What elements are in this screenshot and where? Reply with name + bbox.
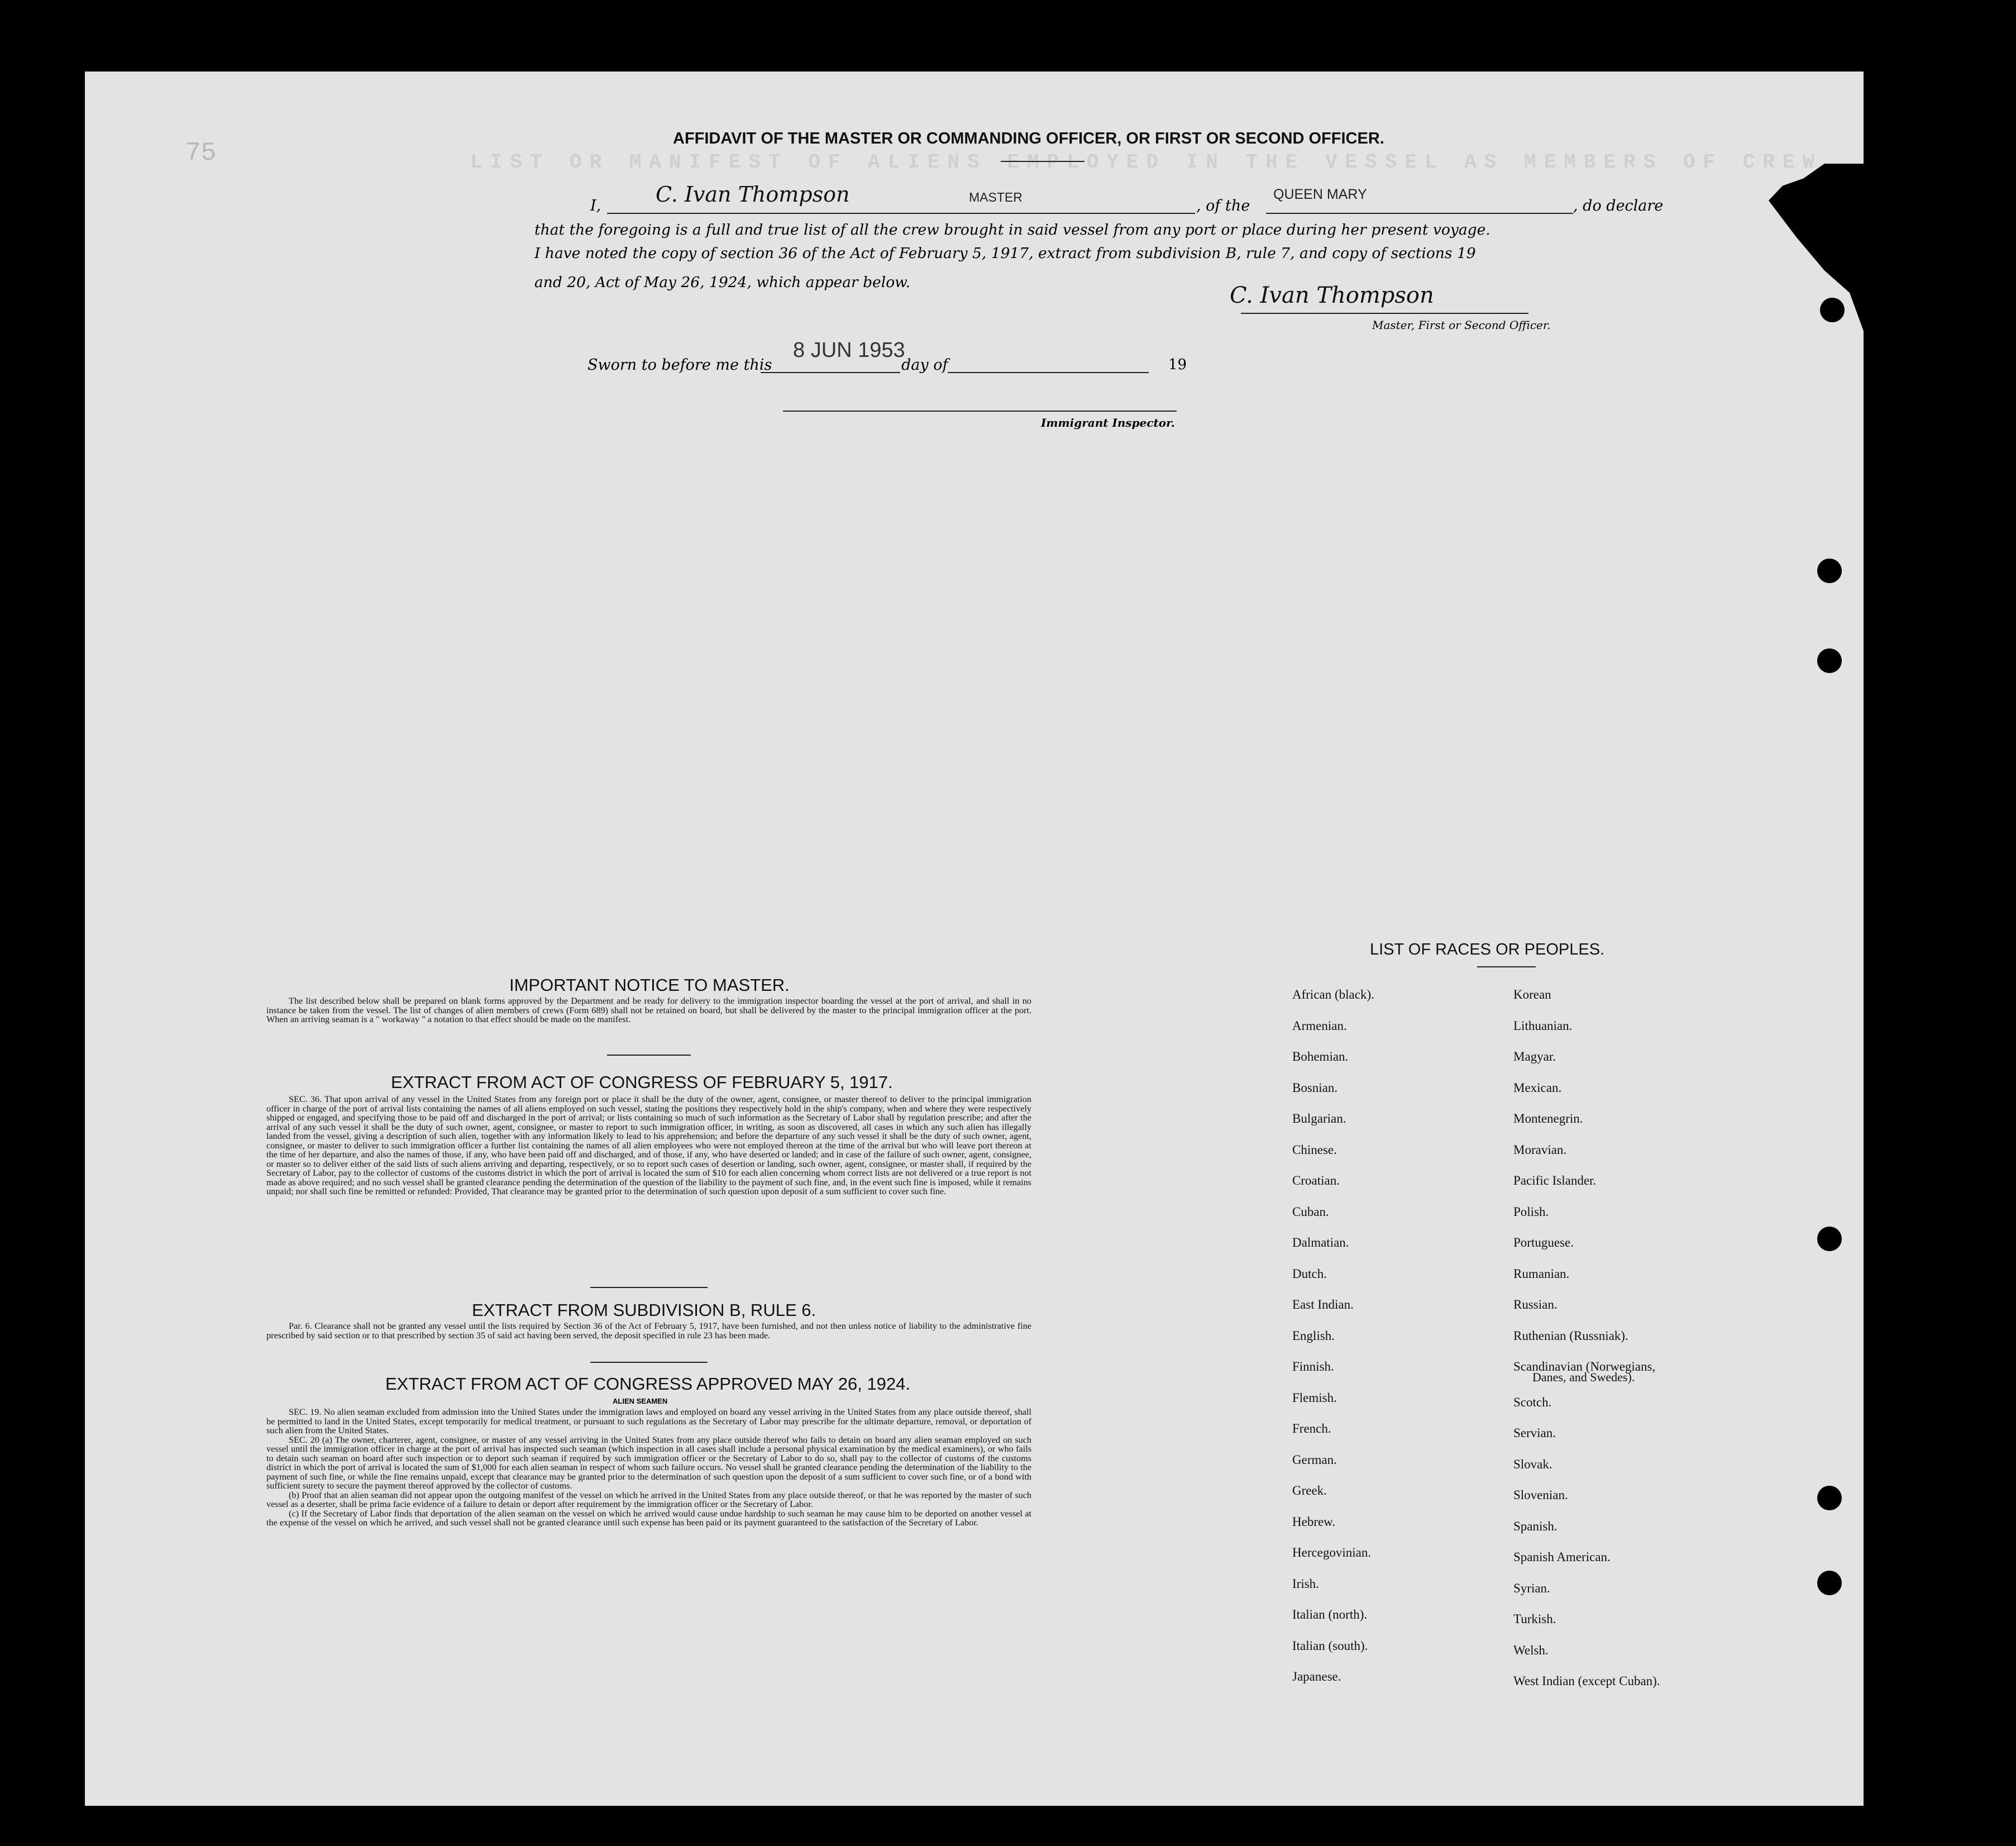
- section-19: SEC. 19. No alien seaman excluded from admission into the United States under the immigration laws and employed on board any vessel arriving in the United States from any place outside thereof, shall be permitted to land in the United States, except temporarily for medical treatment, or pursuant to such regulations as the Secretary of Labor may prescribe for the ultimate departure, removal, or deportation of such alien from the United States.: [266, 1407, 1031, 1435]
- affidavit-line-2: that the foregoing is a full and true list of all the crew brought in said vessel from any port or place during her present voyage.: [534, 221, 1490, 238]
- race-right-item: Polish.: [1513, 1204, 1549, 1219]
- officer-signature: C. Ivan Thompson: [1230, 283, 1434, 308]
- vessel-field: QUEEN MARY: [1273, 187, 1367, 202]
- rule-6-text: Par. 6. Clearance shall not be granted any vessel until the lists required by Section 36 of the Act of February 5, 1917, have been furnished, and not then unless notice of liability to the administrative fine prescribed by said section or to that prescribed by section 35 of said act having been served, the deposit specified in rule 23 has been made.: [266, 1321, 1031, 1341]
- race-right-item: Scotch.: [1513, 1395, 1552, 1409]
- vessel-line: [1266, 213, 1573, 214]
- race-left-item: Bohemian.: [1292, 1050, 1349, 1063]
- race-left-item: German.: [1292, 1452, 1337, 1467]
- race-right-item: Spanish American.: [1513, 1550, 1611, 1564]
- race-right-item: Pacific Islander.: [1513, 1174, 1597, 1187]
- race-right-item: Rumanian.: [1513, 1266, 1570, 1281]
- alien-seamen-subheading: ALIEN SEAMEN: [613, 1397, 668, 1405]
- extract-1924-heading: EXTRACT FROM ACT OF CONGRESS APPROVED MAY 26, 1924.: [385, 1374, 911, 1394]
- name-line: [607, 213, 1195, 214]
- affidavit-line-4: and 20, Act of May 26, 1924, which appear below.: [534, 274, 911, 291]
- rule-6-heading: EXTRACT FROM SUBDIVISION B, RULE 6.: [472, 1300, 816, 1320]
- race-left-item: English.: [1292, 1328, 1335, 1343]
- affidavit-line-3: I have noted the copy of section 36 of the Act of February 5, 1917, extract from subdivision B, rule 7, and copy of sections 19: [534, 245, 1476, 262]
- section-divider: [590, 1287, 708, 1288]
- document-sheet: [85, 71, 1864, 1806]
- section-20b: (b) Proof that an alien seaman did not appear upon the outgoing manifest of the vessel on which he arrived in the United States from any place outside thereof, or that he was reported by the master of such vessel as a deserter, shall be prima facie evidence of a failure to detain or deport after requirement by the immigration officer or the Secretary of Labor.: [266, 1490, 1031, 1509]
- race-left-item: Armenian.: [1292, 1018, 1347, 1033]
- affidavit-heading: AFFIDAVIT OF THE MASTER OR COMMANDING OFFICER, OR FIRST OR SECOND OFFICER.: [673, 130, 1384, 147]
- race-left-item: Croatian.: [1292, 1174, 1340, 1187]
- extract-1924-text: [266, 1408, 1031, 1528]
- officer-caption: Master, First or Second Officer.: [1372, 318, 1551, 332]
- affidavit-i: I,: [590, 197, 601, 214]
- race-right-item: Welsh.: [1513, 1643, 1549, 1657]
- punch-hole: [1817, 559, 1842, 583]
- race-left-item: East Indian.: [1292, 1298, 1354, 1311]
- race-right-item: Korean: [1513, 988, 1551, 1001]
- officer-signature-line: [1241, 313, 1528, 314]
- race-right-item: Spanish.: [1513, 1519, 1558, 1533]
- race-right-item: Servian.: [1513, 1426, 1556, 1440]
- section-20c: (c) If the Secretary of Labor finds that deportation of the alien seaman on the vessel on which he arrived would cause undue hardship to such seaman he may cause him to be deported on another vessel at the expense of the vessel on which he arrived, and such vessel shall not be granted clearance until such expense has been paid or its payment guaranteed to the satisfaction of the Secretary of Labor.: [266, 1508, 1031, 1528]
- sworn-label: Sworn to before me this: [587, 356, 772, 374]
- race-right-item: Lithuanian.: [1513, 1018, 1573, 1033]
- torn-corner: [1741, 164, 1864, 348]
- date-stamp: 8 JUN 1953: [793, 338, 905, 362]
- race-left-item: Dutch.: [1292, 1266, 1327, 1281]
- race-left-item: Dalmatian.: [1292, 1236, 1349, 1249]
- race-left-item: Hebrew.: [1292, 1514, 1336, 1529]
- punch-hole: [1817, 1486, 1842, 1510]
- race-right-item: Montenegrin.: [1513, 1112, 1583, 1125]
- race-left-item: French.: [1292, 1422, 1331, 1435]
- affidavit-do-declare: , do declare: [1573, 197, 1664, 214]
- race-left-item: African (black).: [1292, 988, 1374, 1001]
- race-left-item: Italian (north).: [1292, 1608, 1368, 1621]
- race-left-item: Japanese.: [1292, 1669, 1341, 1683]
- race-right-item: Magyar.: [1513, 1050, 1556, 1063]
- race-scandinavian-continued: Danes, and Swedes).: [1532, 1370, 1635, 1384]
- race-right-item: West Indian (except Cuban).: [1513, 1674, 1660, 1688]
- day-of-label: day of: [901, 356, 948, 374]
- heading-divider: [1001, 161, 1085, 162]
- bleed-through-heading: LIST OR MANIFEST OF ALIENS EMPLOYED IN THE VESSEL AS MEMBERS OF CREW: [470, 151, 1823, 174]
- inspector-signature-line: [783, 411, 1177, 412]
- race-left-item: Chinese.: [1292, 1142, 1337, 1157]
- punch-hole: [1817, 648, 1842, 673]
- master-signature: C. Ivan Thompson: [656, 182, 850, 207]
- race-left-item: Hercegovinian.: [1292, 1546, 1372, 1559]
- races-heading: LIST OF RACES OR PEOPLES.: [1370, 941, 1605, 958]
- race-right-item: Moravian.: [1513, 1142, 1567, 1157]
- race-left-item: Flemish.: [1292, 1390, 1337, 1405]
- year-prefix: 19: [1168, 356, 1187, 373]
- race-right-item: Portuguese.: [1513, 1236, 1574, 1249]
- race-right-item: Slovenian.: [1513, 1488, 1568, 1502]
- month-line: [948, 372, 1149, 373]
- race-left-item: Bulgarian.: [1292, 1112, 1346, 1125]
- race-left-item: Cuban.: [1292, 1204, 1329, 1219]
- race-right-item: Ruthenian (Russniak).: [1513, 1328, 1628, 1343]
- race-left-item: Italian (south).: [1292, 1638, 1368, 1653]
- section-divider: [590, 1362, 708, 1363]
- race-right-item: Mexican.: [1513, 1080, 1562, 1095]
- punch-hole: [1817, 1571, 1842, 1595]
- affidavit-of-the: , of the: [1196, 197, 1250, 214]
- races-divider: [1477, 966, 1536, 967]
- race-right-item: Syrian.: [1513, 1581, 1550, 1595]
- extract-1917-text: SEC. 36. That upon arrival of any vessel in the United States from any foreign port or place it shall be the duty of the owner, agent, consignee, or master thereof to deliver to the principal immigration officer in charge of the port of arrival lists containing the names of all aliens employed on such vessel, stating the positions they respectively hold in the ship's company, when and where they were respectively shipped or engaged, and specifying those to be paid off and discharged in the port of arrival; or lists containing so much of such information as the Secretary of Labor shall by regulation prescribe; and after the arrival of any such vessel it shall be the duty of such owner, agent, consignee, or master to report to such immigration officer, in writing, as soon as discovered, all cases in which any such alien has illegally landed from the vessel, giving a description of such alien, together with any information likely to lead to his apprehension; and before the departure of any such vessel it shall be the duty of such owner, agent, consignee, or master to deliver to such immigration officer a further list containing the names of all alien employees who were not employed thereon at the time of the arrival but who will leave port thereon at the time of her departure, and also the names of those, if any, who have been paid off and discharged, and of those, if any, who have deserted or landed; and in case of the failure of such owner, agent, consignee, or master so to deliver either of the said lists of such aliens arriving and departing, respectively, or so to report such cases of desertion or landing, such owner, agent, consignee, or master shall, if required by the Secretary of Labor, pay to the collector of customs of the customs district in which the port of arrival is located the sum of $10 for each alien concerning whom correct lists are not delivered or a true report is not made as above required; and no such vessel shall be granted clearance pending the determination of the question of the liability to the payment of such fine, and, in the event such fine is imposed, while it remains unpaid; nor shall such fine be remitted or refunded: Provided, That clearance may be granted prior to the determination of such question upon deposit of a sum sufficient to cover such fine.: [266, 1094, 1031, 1196]
- sworn-day-line: [761, 372, 900, 373]
- race-left-item: Finnish.: [1292, 1360, 1334, 1373]
- notice-heading: IMPORTANT NOTICE TO MASTER.: [509, 975, 790, 995]
- inspector-caption: Immigrant Inspector.: [1041, 416, 1175, 430]
- notice-text: The list described below shall be prepared on blank forms approved by the Department and be ready for delivery to the immigration inspector boarding the vessel at the port of arrival, and shall in no instance be taken from the vessel. The list of changes of alien members of crews (Form 689) shall not be retained on board, but shall be delivered by the master to the principal immigration officer at the port. When an arriving seaman is a " workaway " a notation to that effect should be made on the manifest.: [266, 996, 1031, 1024]
- section-divider: [607, 1055, 691, 1056]
- race-right-item: Slovak.: [1513, 1457, 1552, 1471]
- race-right-item: Russian.: [1513, 1298, 1558, 1311]
- race-right-item: Turkish.: [1513, 1612, 1556, 1626]
- section-20a: SEC. 20 (a) The owner, charterer, agent, consignee, or master of any vessel arriving in the United States from any place outside thereof who fails to detain on board any alien seaman employed on such vessel until the immigration officer in charge at the port of arrival has inspected such seaman (which inspection in all cases shall include a personal physical examination by the medical examiners), or who fails to detain such seaman on board after such inspection or to deport such seaman if required by such immigration officer or the Secretary of Labor to do so, shall pay to the collector of customs of the customs district in which the port of arrival is located the sum of $1,000 for each alien seaman in respect of whom such failure occurs. No vessel shall be granted clearance pending the determination of the liability to the payment of such fine, or while the fine remains unpaid, except that clearance may be granted prior to the determination of such question upon the deposit of a sum sufficient to cover such fine, or of a bond with sufficient surety to secure the payment thereof approved by the collector of customs.: [266, 1434, 1031, 1491]
- race-right-item: Scandinavian (Norwegians,: [1513, 1360, 1656, 1373]
- margin-mark: 75: [185, 139, 217, 168]
- rank-field: MASTER: [969, 190, 1023, 204]
- race-left-item: Greek.: [1292, 1484, 1327, 1497]
- race-left-item: Irish.: [1292, 1576, 1319, 1591]
- race-left-item: Bosnian.: [1292, 1080, 1338, 1095]
- extract-1917-heading: EXTRACT FROM ACT OF CONGRESS OF FEBRUARY 5, 1917.: [391, 1072, 893, 1092]
- punch-hole: [1820, 298, 1845, 322]
- punch-hole: [1817, 1227, 1842, 1251]
